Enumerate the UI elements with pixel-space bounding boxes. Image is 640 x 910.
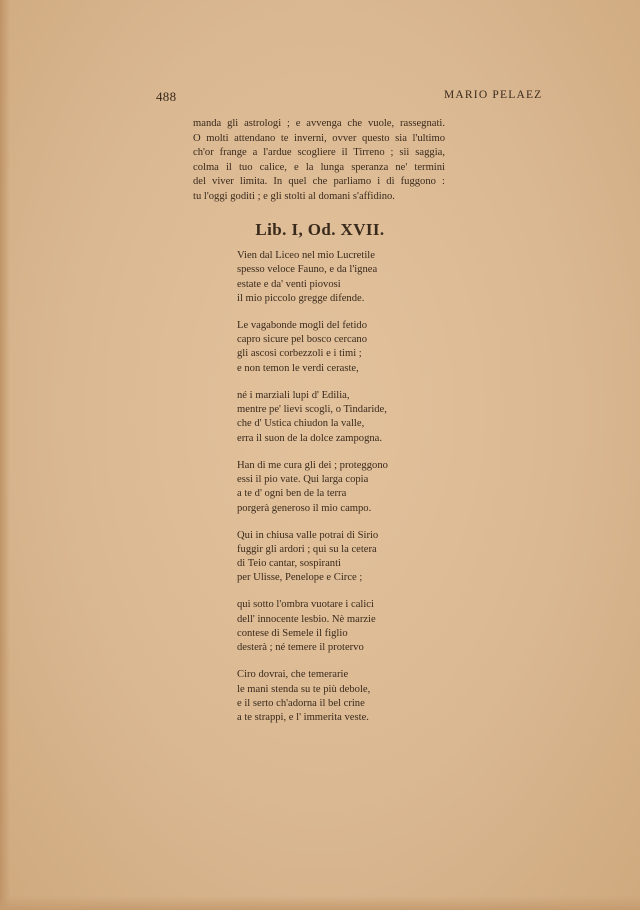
poem-stanza [237,598,388,655]
poem-verse: desterà ; né temere il protervo [237,642,364,654]
poem-verse: capro sicure pel bosco cercano [237,334,368,346]
poem-verse: erra il suon de la dolce zampogna. [237,432,383,444]
poem-verse: a te d' ogni ben de la terra [237,488,347,500]
running-head-author: MARIO PELAEZ [444,89,543,101]
poem-verse: dell' innocente lesbio. Nè marzie [237,613,376,625]
poem-body [237,249,388,738]
poem-verse: Qui in chiusa valle potrai di Sirio [237,529,379,541]
poem-verse: essi il pio vate. Qui larga copia [237,473,369,485]
poem-verse: e il serto ch'adorna il bel crine [237,697,365,709]
poem-verse: Ciro dovrai, che temerarie [237,669,349,681]
prose-line: colma il tuo calice, e la lunga speranza ne' termini [193,161,445,173]
poem-verse: mentre pe' lievi scogli, o Tindaride, [237,404,387,416]
poem-verse: a te strappi, e l' immerita veste. [237,712,369,724]
prose-line: O molti attendano te inverni, ovver questo sia l'ultimo [193,132,445,144]
poem-verse: e non temon le verdi ceraste, [237,362,359,374]
poem-verse: né i marzìali lupi d' Edilia, [237,389,350,401]
prose-line: manda gli astrologi ; e avvenga che vuole, rassegnati. [193,118,445,129]
poem-verse: di Teio cantar, sospiranti [237,558,341,570]
prose-paragraph [193,117,445,205]
poem-stanza [237,459,388,516]
poem-verse: Han di me cura gli dei ; proteggono [237,459,388,471]
poem-verse: estate e da' venti piovosi [237,278,341,290]
prose-line: del viver limita. In quel che parliamo i dì fuggono : [193,176,445,188]
poem-verse: gli ascosi corbezzoli e i timi ; [237,348,362,360]
poem-verse: per Ulisse, Penelope e Circe ; [237,572,363,584]
poem-stanza [237,529,388,586]
poem-stanza [237,319,388,376]
poem-verse: qui sotto l'ombra vuotare i calici [237,599,374,611]
prose-line: tu l'oggi goditi ; e gli stolti al domani s'affidino. [193,190,395,202]
page-bottom-shadow [0,896,640,910]
ode-title: Lib. I, Od. XVII. [255,220,385,239]
prose-line: ch'or frange a l'ardue scogliere il Tirreno ; sii saggia, [193,147,445,159]
poem-verse: porgerà generoso il mio campo. [237,502,372,514]
poem-verse: spesso veloce Fauno, e da l'ignea [237,264,378,276]
poem-verse: il mio piccolo gregge difende. [237,292,365,304]
poem-verse: le mani stenda su te più debole, [237,683,371,695]
poem-verse: che d' Ustica chiudon la valle, [237,418,365,430]
poem-verse: fuggir gli ardori ; qui su la cetera [237,543,377,555]
poem-verse: contese di Semele il figlio [237,627,348,639]
poem-stanza [237,668,388,725]
poem-stanza [237,249,388,306]
poem-verse: Vien dal Liceo nel mio Lucretile [237,250,375,261]
poem-stanza [237,389,388,446]
poem-verse: Le vagabonde mogli del fetido [237,319,368,331]
page-number: 488 [156,89,177,104]
page-edge-shadow [0,0,10,910]
